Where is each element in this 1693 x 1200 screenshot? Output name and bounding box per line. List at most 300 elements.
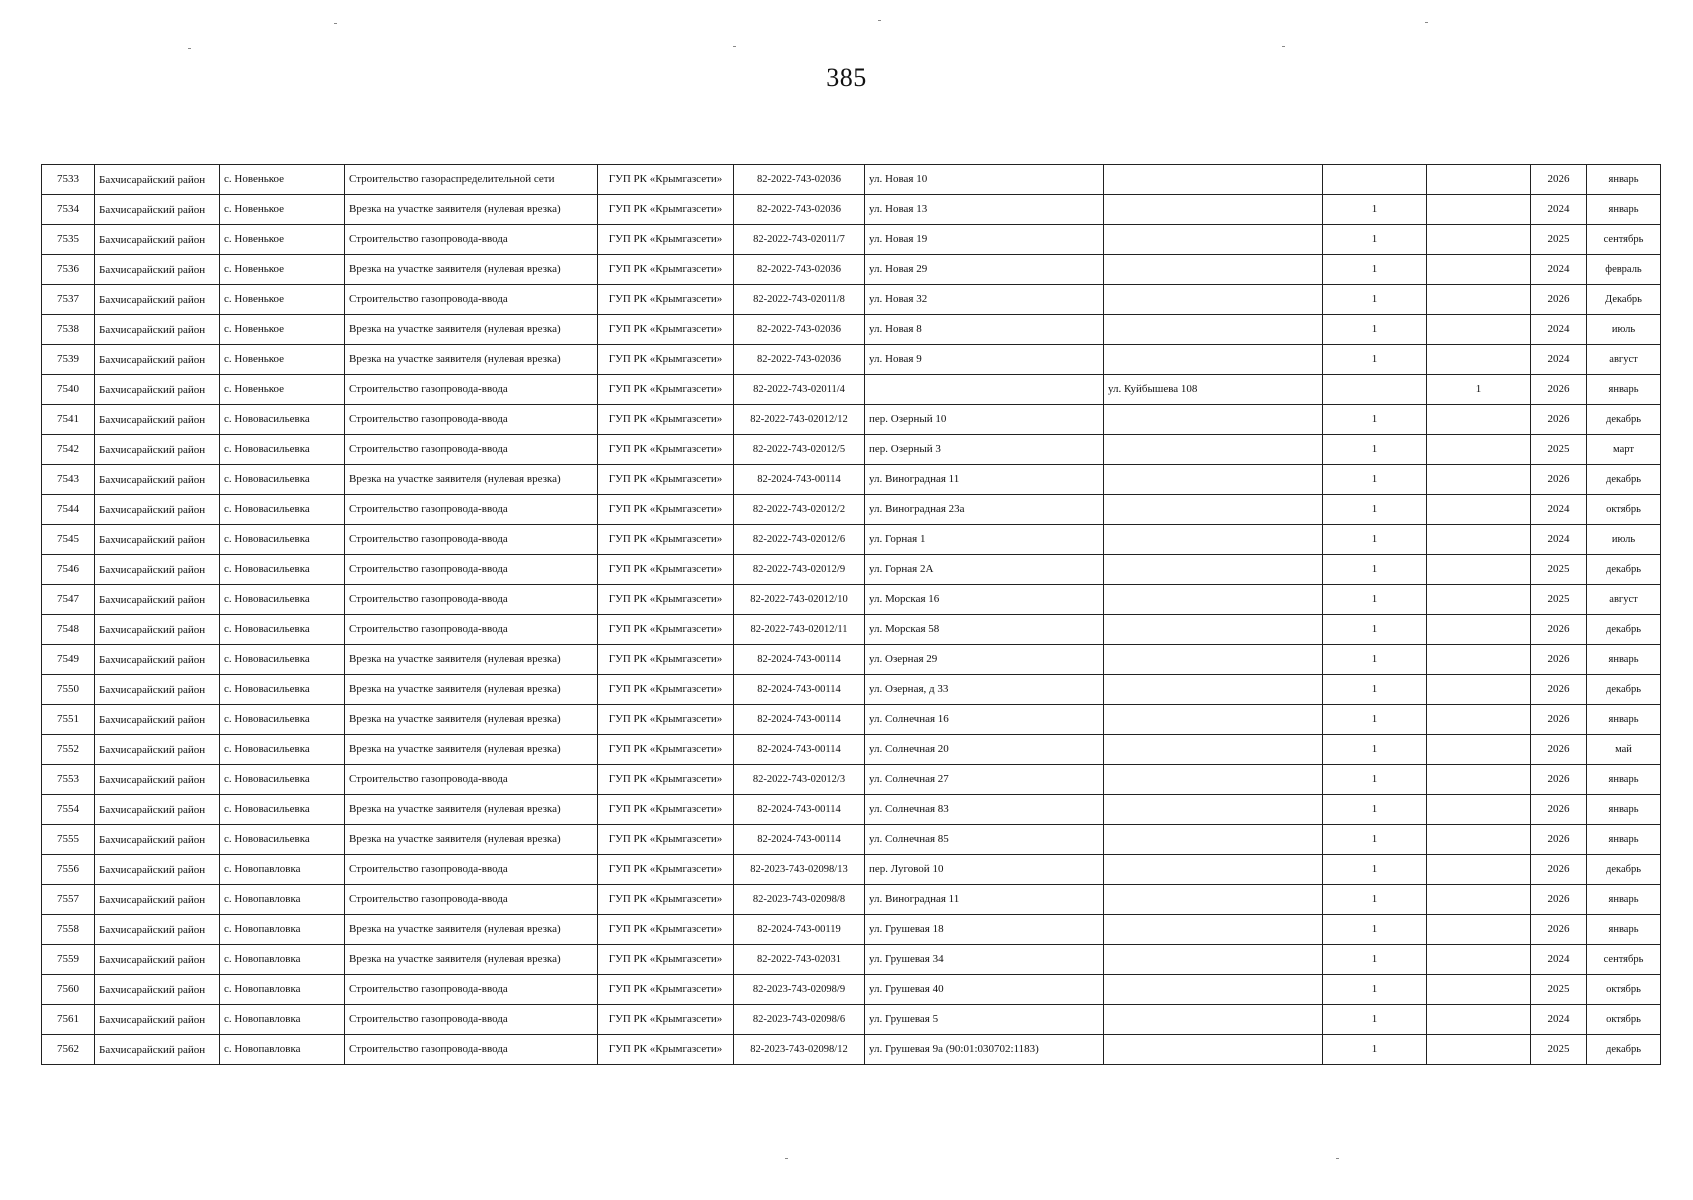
region-cell: Бахчисарайский район [95,195,220,225]
work-type-cell: Строительство газопровода-ввода [345,285,598,315]
quantity-extra-cell [1427,405,1531,435]
work-type-cell: Строительство газопровода-ввода [345,375,598,405]
quantity-extra-cell [1427,765,1531,795]
locality-cell: с. Нововасильевка [220,615,345,645]
address-cell: ул. Виноградная 11 [865,885,1104,915]
address-cell: ул. Солнечная 27 [865,765,1104,795]
contract-code-cell: 82-2022-743-02012/11 [734,615,865,645]
contract-code-cell: 82-2022-743-02012/12 [734,405,865,435]
month-cell: декабрь [1587,405,1661,435]
address-cell: ул. Солнечная 85 [865,825,1104,855]
quantity-extra-cell [1427,435,1531,465]
address-cell: ул. Новая 32 [865,285,1104,315]
locality-cell: с. Нововасильевка [220,705,345,735]
year-cell: 2026 [1531,375,1587,405]
month-cell: сентябрь [1587,225,1661,255]
region-cell: Бахчисарайский район [95,675,220,705]
page-number: 385 [826,63,867,92]
table-row [42,345,1661,375]
address-extra-cell [1104,225,1323,255]
work-type-cell: Врезка на участке заявителя (нулевая врезка) [345,825,598,855]
address-extra-cell [1104,615,1323,645]
year-cell: 2026 [1531,465,1587,495]
quantity-extra-cell [1427,195,1531,225]
quantity-extra-cell [1427,675,1531,705]
address-extra-cell [1104,885,1323,915]
address-extra-cell [1104,405,1323,435]
organization-cell: ГУП РК «Крымгазсети» [598,885,734,915]
table-row [42,405,1661,435]
month-cell: август [1587,345,1661,375]
address-cell: пер. Озерный 3 [865,435,1104,465]
month-cell: январь [1587,645,1661,675]
row-number-cell: 7557 [42,885,95,915]
work-type-cell: Строительство газопровода-ввода [345,855,598,885]
contract-code-cell: 82-2022-743-02011/8 [734,285,865,315]
address-extra-cell [1104,165,1323,195]
region-cell: Бахчисарайский район [95,225,220,255]
contract-code-cell: 82-2022-743-02011/7 [734,225,865,255]
month-cell: декабрь [1587,675,1661,705]
row-number-cell: 7543 [42,465,95,495]
region-cell: Бахчисарайский район [95,465,220,495]
locality-cell: с. Нововасильевка [220,765,345,795]
work-type-cell: Врезка на участке заявителя (нулевая врезка) [345,675,598,705]
row-number-cell: 7554 [42,795,95,825]
organization-cell: ГУП РК «Крымгазсети» [598,945,734,975]
contract-code-cell: 82-2024-743-00114 [734,735,865,765]
work-type-cell: Врезка на участке заявителя (нулевая врезка) [345,645,598,675]
work-type-cell: Строительство газопровода-ввода [345,885,598,915]
work-type-cell: Врезка на участке заявителя (нулевая врезка) [345,255,598,285]
row-number-cell: 7562 [42,1035,95,1065]
year-cell: 2025 [1531,1035,1587,1065]
year-cell: 2024 [1531,315,1587,345]
locality-cell: с. Новенькое [220,375,345,405]
year-cell: 2024 [1531,945,1587,975]
quantity-cell: 1 [1323,1035,1427,1065]
contract-code-cell: 82-2022-743-02031 [734,945,865,975]
organization-cell: ГУП РК «Крымгазсети» [598,555,734,585]
year-cell: 2025 [1531,555,1587,585]
quantity-cell: 1 [1323,825,1427,855]
quantity-extra-cell [1427,855,1531,885]
month-cell: январь [1587,825,1661,855]
year-cell: 2026 [1531,165,1587,195]
year-cell: 2026 [1531,915,1587,945]
row-number-cell: 7536 [42,255,95,285]
quantity-extra-cell [1427,615,1531,645]
address-extra-cell [1104,735,1323,765]
table-row [42,195,1661,225]
organization-cell: ГУП РК «Крымгазсети» [598,225,734,255]
table-row [42,675,1661,705]
locality-cell: с. Нововасильевка [220,435,345,465]
locality-cell: с. Новопавловка [220,975,345,1005]
row-number-cell: 7547 [42,585,95,615]
work-type-cell: Строительство газопровода-ввода [345,525,598,555]
address-extra-cell [1104,1035,1323,1065]
month-cell: февраль [1587,255,1661,285]
quantity-cell: 1 [1323,735,1427,765]
work-type-cell: Строительство газопровода-ввода [345,1035,598,1065]
address-extra-cell [1104,435,1323,465]
quantity-cell: 1 [1323,585,1427,615]
quantity-cell: 1 [1323,405,1427,435]
year-cell: 2025 [1531,435,1587,465]
row-number-cell: 7545 [42,525,95,555]
row-number-cell: 7551 [42,705,95,735]
table-row [42,255,1661,285]
month-cell: Декабрь [1587,285,1661,315]
address-extra-cell [1104,855,1323,885]
work-type-cell: Строительство газопровода-ввода [345,555,598,585]
month-cell: май [1587,735,1661,765]
quantity-cell: 1 [1323,555,1427,585]
address-extra-cell [1104,195,1323,225]
contract-code-cell: 82-2024-743-00114 [734,825,865,855]
address-extra-cell [1104,705,1323,735]
locality-cell: с. Нововасильевка [220,735,345,765]
table-row [42,585,1661,615]
contract-code-cell: 82-2022-743-02036 [734,345,865,375]
contract-code-cell: 82-2022-743-02036 [734,195,865,225]
year-cell: 2026 [1531,735,1587,765]
month-cell: декабрь [1587,465,1661,495]
month-cell: январь [1587,885,1661,915]
quantity-extra-cell [1427,945,1531,975]
address-cell: ул. Горная 1 [865,525,1104,555]
address-cell: ул. Озерная, д 33 [865,675,1104,705]
locality-cell: с. Нововасильевка [220,795,345,825]
region-cell: Бахчисарайский район [95,345,220,375]
organization-cell: ГУП РК «Крымгазсети» [598,615,734,645]
quantity-cell: 1 [1323,285,1427,315]
locality-cell: с. Новенькое [220,345,345,375]
month-cell: сентябрь [1587,945,1661,975]
quantity-extra-cell [1427,165,1531,195]
year-cell: 2026 [1531,645,1587,675]
address-extra-cell [1104,345,1323,375]
quantity-cell: 1 [1323,315,1427,345]
row-number-cell: 7539 [42,345,95,375]
contract-code-cell: 82-2022-743-02012/6 [734,525,865,555]
organization-cell: ГУП РК «Крымгазсети» [598,915,734,945]
locality-cell: с. Нововасильевка [220,555,345,585]
address-cell: ул. Морская 58 [865,615,1104,645]
organization-cell: ГУП РК «Крымгазсети» [598,375,734,405]
quantity-extra-cell [1427,1035,1531,1065]
contract-code-cell: 82-2024-743-00119 [734,915,865,945]
month-cell: январь [1587,765,1661,795]
table-row [42,945,1661,975]
address-extra-cell [1104,255,1323,285]
month-cell: январь [1587,165,1661,195]
table-row [42,735,1661,765]
row-number-cell: 7537 [42,285,95,315]
table-row [42,645,1661,675]
address-cell: ул. Солнечная 83 [865,795,1104,825]
organization-cell: ГУП РК «Крымгазсети» [598,345,734,375]
month-cell: март [1587,435,1661,465]
quantity-cell: 1 [1323,225,1427,255]
region-cell: Бахчисарайский район [95,495,220,525]
address-extra-cell [1104,465,1323,495]
table-row [42,555,1661,585]
address-cell [865,375,1104,405]
year-cell: 2024 [1531,525,1587,555]
address-cell: ул. Грушевая 40 [865,975,1104,1005]
row-number-cell: 7561 [42,1005,95,1035]
locality-cell: с. Новопавловка [220,915,345,945]
month-cell: декабрь [1587,855,1661,885]
address-cell: ул. Озерная 29 [865,645,1104,675]
quantity-cell: 1 [1323,705,1427,735]
year-cell: 2024 [1531,195,1587,225]
quantity-extra-cell [1427,885,1531,915]
organization-cell: ГУП РК «Крымгазсети» [598,285,734,315]
year-cell: 2025 [1531,585,1587,615]
address-extra-cell [1104,555,1323,585]
contract-code-cell: 82-2024-743-00114 [734,705,865,735]
address-extra-cell [1104,645,1323,675]
work-type-cell: Врезка на участке заявителя (нулевая врезка) [345,315,598,345]
region-cell: Бахчисарайский район [95,855,220,885]
quantity-extra-cell [1427,525,1531,555]
organization-cell: ГУП РК «Крымгазсети» [598,405,734,435]
work-type-cell: Врезка на участке заявителя (нулевая врезка) [345,915,598,945]
address-extra-cell [1104,795,1323,825]
month-cell: октябрь [1587,975,1661,1005]
row-number-cell: 7546 [42,555,95,585]
month-cell: январь [1587,705,1661,735]
work-type-cell: Строительство газопровода-ввода [345,495,598,525]
row-number-cell: 7549 [42,645,95,675]
quantity-extra-cell [1427,825,1531,855]
work-type-cell: Строительство газопровода-ввода [345,975,598,1005]
quantity-extra-cell: 1 [1427,375,1531,405]
table-row [42,975,1661,1005]
address-cell: ул. Виноградная 11 [865,465,1104,495]
quantity-cell: 1 [1323,525,1427,555]
address-extra-cell [1104,915,1323,945]
table-row [42,495,1661,525]
row-number-cell: 7560 [42,975,95,1005]
year-cell: 2026 [1531,675,1587,705]
row-number-cell: 7542 [42,435,95,465]
address-extra-cell [1104,765,1323,795]
quantity-extra-cell [1427,285,1531,315]
organization-cell: ГУП РК «Крымгазсети» [598,705,734,735]
year-cell: 2026 [1531,795,1587,825]
organization-cell: ГУП РК «Крымгазсети» [598,525,734,555]
region-cell: Бахчисарайский район [95,315,220,345]
quantity-extra-cell [1427,225,1531,255]
address-extra-cell [1104,525,1323,555]
row-number-cell: 7533 [42,165,95,195]
work-type-cell: Врезка на участке заявителя (нулевая врезка) [345,465,598,495]
region-cell: Бахчисарайский район [95,735,220,765]
registry-body [42,165,1661,1065]
region-cell: Бахчисарайский район [95,645,220,675]
organization-cell: ГУП РК «Крымгазсети» [598,645,734,675]
year-cell: 2026 [1531,405,1587,435]
quantity-cell: 1 [1323,615,1427,645]
year-cell: 2026 [1531,765,1587,795]
locality-cell: с. Нововасильевка [220,495,345,525]
quantity-extra-cell [1427,975,1531,1005]
row-number-cell: 7552 [42,735,95,765]
contract-code-cell: 82-2023-743-02098/9 [734,975,865,1005]
region-cell: Бахчисарайский район [95,585,220,615]
address-extra-cell [1104,285,1323,315]
scan-speck [785,1158,788,1159]
locality-cell: с. Новопавловка [220,885,345,915]
row-number-cell: 7544 [42,495,95,525]
contract-code-cell: 82-2022-743-02012/3 [734,765,865,795]
scan-speck [334,23,337,24]
address-cell: ул. Грушевая 5 [865,1005,1104,1035]
contract-code-cell: 82-2022-743-02012/5 [734,435,865,465]
region-cell: Бахчисарайский район [95,615,220,645]
contract-code-cell: 82-2022-743-02036 [734,315,865,345]
region-cell: Бахчисарайский район [95,405,220,435]
region-cell: Бахчисарайский район [95,435,220,465]
quantity-extra-cell [1427,915,1531,945]
work-type-cell: Врезка на участке заявителя (нулевая врезка) [345,945,598,975]
contract-code-cell: 82-2024-743-00114 [734,645,865,675]
work-type-cell: Врезка на участке заявителя (нулевая врезка) [345,195,598,225]
registry-table [41,164,1661,1065]
month-cell: июль [1587,315,1661,345]
scan-speck [878,20,881,21]
locality-cell: с. Новенькое [220,255,345,285]
address-cell: ул. Новая 10 [865,165,1104,195]
quantity-extra-cell [1427,555,1531,585]
locality-cell: с. Нововасильевка [220,825,345,855]
region-cell: Бахчисарайский район [95,885,220,915]
quantity-cell: 1 [1323,975,1427,1005]
organization-cell: ГУП РК «Крымгазсети» [598,735,734,765]
table-row [42,1035,1661,1065]
region-cell: Бахчисарайский район [95,705,220,735]
table-row [42,165,1661,195]
work-type-cell: Строительство газопровода-ввода [345,225,598,255]
region-cell: Бахчисарайский район [95,525,220,555]
row-number-cell: 7548 [42,615,95,645]
month-cell: октябрь [1587,495,1661,525]
table-row [42,465,1661,495]
organization-cell: ГУП РК «Крымгазсети» [598,675,734,705]
organization-cell: ГУП РК «Крымгазсети» [598,495,734,525]
row-number-cell: 7550 [42,675,95,705]
address-extra-cell [1104,495,1323,525]
address-cell: ул. Новая 13 [865,195,1104,225]
address-cell: пер. Луговой 10 [865,855,1104,885]
row-number-cell: 7559 [42,945,95,975]
quantity-cell: 1 [1323,345,1427,375]
locality-cell: с. Новопавловка [220,855,345,885]
organization-cell: ГУП РК «Крымгазсети» [598,585,734,615]
contract-code-cell: 82-2022-743-02011/4 [734,375,865,405]
locality-cell: с. Нововасильевка [220,645,345,675]
scan-speck [1336,1158,1339,1159]
locality-cell: с. Нововасильевка [220,465,345,495]
region-cell: Бахчисарайский район [95,285,220,315]
month-cell: июль [1587,525,1661,555]
organization-cell: ГУП РК «Крымгазсети» [598,765,734,795]
contract-code-cell: 82-2024-743-00114 [734,795,865,825]
quantity-cell: 1 [1323,195,1427,225]
table-row [42,915,1661,945]
month-cell: январь [1587,795,1661,825]
quantity-cell: 1 [1323,255,1427,285]
address-cell: ул. Морская 16 [865,585,1104,615]
address-extra-cell [1104,1005,1323,1035]
quantity-extra-cell [1427,465,1531,495]
quantity-cell [1323,375,1427,405]
organization-cell: ГУП РК «Крымгазсети» [598,195,734,225]
organization-cell: ГУП РК «Крымгазсети» [598,165,734,195]
quantity-extra-cell [1427,255,1531,285]
quantity-cell: 1 [1323,1005,1427,1035]
table-row [42,615,1661,645]
organization-cell: ГУП РК «Крымгазсети» [598,825,734,855]
work-type-cell: Врезка на участке заявителя (нулевая врезка) [345,705,598,735]
address-extra-cell: ул. Куйбышева 108 [1104,375,1323,405]
table-row [42,285,1661,315]
year-cell: 2024 [1531,1005,1587,1035]
address-cell: пер. Озерный 10 [865,405,1104,435]
quantity-cell: 1 [1323,495,1427,525]
address-cell: ул. Виноградная 23а [865,495,1104,525]
quantity-cell: 1 [1323,675,1427,705]
locality-cell: с. Новопавловка [220,1035,345,1065]
quantity-cell: 1 [1323,465,1427,495]
year-cell: 2026 [1531,825,1587,855]
table-row [42,225,1661,255]
locality-cell: с. Новопавловка [220,945,345,975]
quantity-extra-cell [1427,345,1531,375]
work-type-cell: Строительство газопровода-ввода [345,765,598,795]
quantity-cell: 1 [1323,765,1427,795]
locality-cell: с. Нововасильевка [220,675,345,705]
organization-cell: ГУП РК «Крымгазсети» [598,1005,734,1035]
locality-cell: с. Нововасильевка [220,405,345,435]
month-cell: январь [1587,915,1661,945]
quantity-cell: 1 [1323,435,1427,465]
locality-cell: с. Новенькое [220,225,345,255]
region-cell: Бахчисарайский район [95,255,220,285]
locality-cell: с. Новенькое [220,315,345,345]
locality-cell: с. Нововасильевка [220,525,345,555]
address-cell: ул. Солнечная 16 [865,705,1104,735]
scan-speck [188,48,191,49]
organization-cell: ГУП РК «Крымгазсети» [598,975,734,1005]
row-number-cell: 7555 [42,825,95,855]
quantity-cell: 1 [1323,795,1427,825]
scan-speck [1282,46,1285,47]
address-cell: ул. Новая 19 [865,225,1104,255]
table-row [42,315,1661,345]
address-extra-cell [1104,825,1323,855]
work-type-cell: Строительство газопровода-ввода [345,405,598,435]
contract-code-cell: 82-2022-743-02036 [734,165,865,195]
region-cell: Бахчисарайский район [95,555,220,585]
region-cell: Бахчисарайский район [95,765,220,795]
contract-code-cell: 82-2023-743-02098/12 [734,1035,865,1065]
table-row [42,375,1661,405]
